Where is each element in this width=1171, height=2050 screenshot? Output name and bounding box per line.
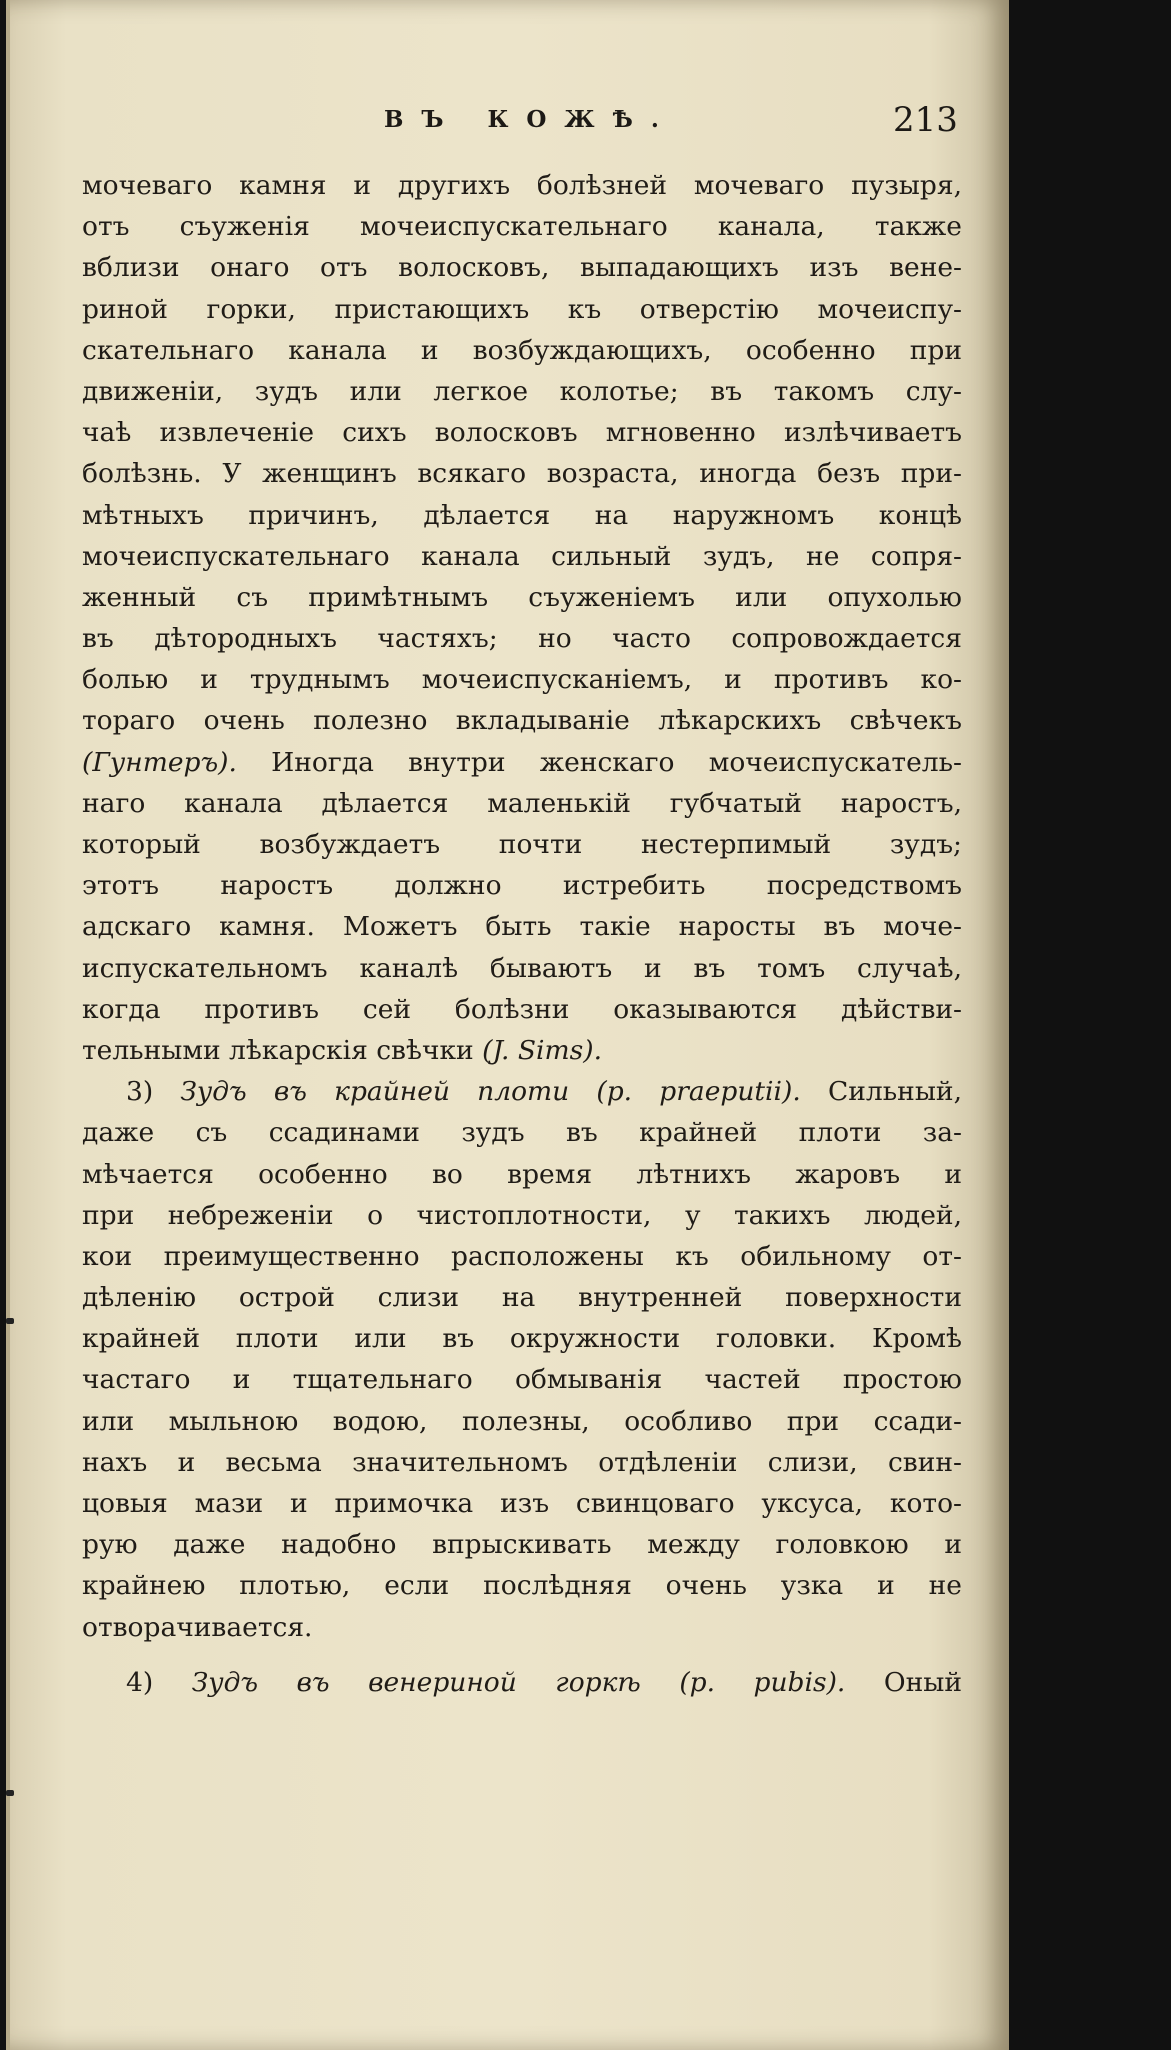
text-line: адскаго камня. Можетъ быть такіе наросты въ моче- [82, 911, 962, 943]
text-line: рую даже надобно впрыскивать между головкою и [82, 1529, 962, 1561]
text-line: движеніи, зудъ или легкое колотье; въ такомъ слу- [82, 375, 962, 407]
text-line: даже съ ссадинами зудъ въ крайней плоти за- [82, 1117, 962, 1149]
text-fragment: Иногда внутри женскаго мочеиспускатель- [271, 746, 962, 778]
text-fragment: Оный [883, 1666, 962, 1698]
text-line: крайнею плотью, если послѣдняя очень узка и не [82, 1570, 962, 1602]
text-line: кои преимущественно расположены къ обильному от- [82, 1240, 962, 1272]
section-number: 3) [126, 1076, 154, 1108]
text-line [82, 1030, 962, 1071]
text-line: наго канала дѣлается маленькій губчатый наростъ, [82, 787, 962, 819]
text-line: отъ съуженія мочеиспускательнаго канала, также [82, 211, 962, 243]
body-text [82, 165, 962, 1703]
latin-term: (p. pubis). [679, 1666, 846, 1698]
page-number: 213 [893, 100, 958, 140]
text-line: этотъ наростъ должно истребить посредствомъ [82, 870, 962, 902]
margin-mark [6, 1318, 14, 1324]
section-title: Зудъ въ венериной горкѣ [191, 1666, 641, 1698]
text-line: скательнаго канала и возбуждающихъ, особенно при [82, 334, 962, 366]
text-line [82, 742, 962, 783]
margin-mark [6, 1790, 14, 1796]
section-number: 4) [126, 1666, 154, 1698]
text-line: который возбуждаетъ почти нестерпимый зудъ; [82, 829, 962, 860]
text-line: нахъ и весьма значительномъ отдѣленіи слизи, свин- [82, 1446, 962, 1478]
text-line: когда противъ сей болѣзни оказываются дѣйстви- [82, 993, 962, 1025]
text-line: частаго и тщательнаго обмыванія частей простою [82, 1364, 962, 1396]
text-line: мѣтныхъ причинъ, дѣлается на наружномъ концѣ [82, 499, 962, 531]
section-3-heading-line [82, 1071, 962, 1112]
text-line: отворачивается. [82, 1611, 313, 1643]
text-line: или мыльною водою, полезны, особливо при ссади- [82, 1405, 962, 1437]
text-line: мочеваго камня и другихъ болѣзней мочеваго пузыря, [82, 170, 962, 201]
author-citation-sims: (J. Sims). [482, 1034, 603, 1066]
text-line: мѣчается особенно во время лѣтнихъ жаровъ и [82, 1158, 962, 1190]
section-4-heading-line [82, 1662, 962, 1703]
text-line: риной горки, пристающихъ къ отверстію мочеиспу- [82, 293, 962, 325]
text-fragment: тельными лѣкарскія свѣчки [82, 1034, 474, 1066]
text-line: при небреженіи о чистоплотности, у такихъ людей, [82, 1199, 962, 1231]
author-citation-gunter: (Гунтеръ). [82, 746, 237, 778]
section-title: Зудъ въ крайней плоти (p. praeputii). [180, 1076, 801, 1108]
running-title: ВЪ КОЖѢ. [384, 106, 677, 133]
text-line: въ дѣтородныхъ частяхъ; но часто сопровождается [82, 623, 962, 655]
text-line: крайней плоти или въ окружности головки. Кромѣ [82, 1323, 962, 1355]
text-line: тораго очень полезно вкладываніе лѣкарскихъ свѣчекъ [82, 705, 962, 737]
text-line: женный съ примѣтнымъ съуженіемъ или опухолью [82, 581, 962, 613]
text-line: вблизи онаго отъ волосковъ, выпадающихъ изъ вене- [82, 252, 962, 284]
text-line: болью и труднымъ мочеиспусканіемъ, и противъ ко- [82, 664, 962, 696]
text-fragment: Сильный, [827, 1076, 962, 1108]
text-line: испускательномъ каналѣ бываютъ и въ томъ случаѣ, [82, 952, 962, 984]
text-line: болѣзнь. У женщинъ всякаго возраста, иногда безъ при- [82, 458, 962, 490]
text-line: цовыя мази и примочка изъ свинцоваго уксуса, кото- [82, 1488, 962, 1519]
text-line: дѣленію острой слизи на внутренней поверхности [82, 1282, 962, 1314]
book-page [6, 0, 1009, 2050]
page-header [6, 100, 1009, 140]
text-line: мочеиспускательнаго канала сильный зудъ, не сопря- [82, 540, 962, 572]
text-line: чаѣ извлеченіе сихъ волосковъ мгновенно излѣчиваетъ [82, 417, 962, 449]
